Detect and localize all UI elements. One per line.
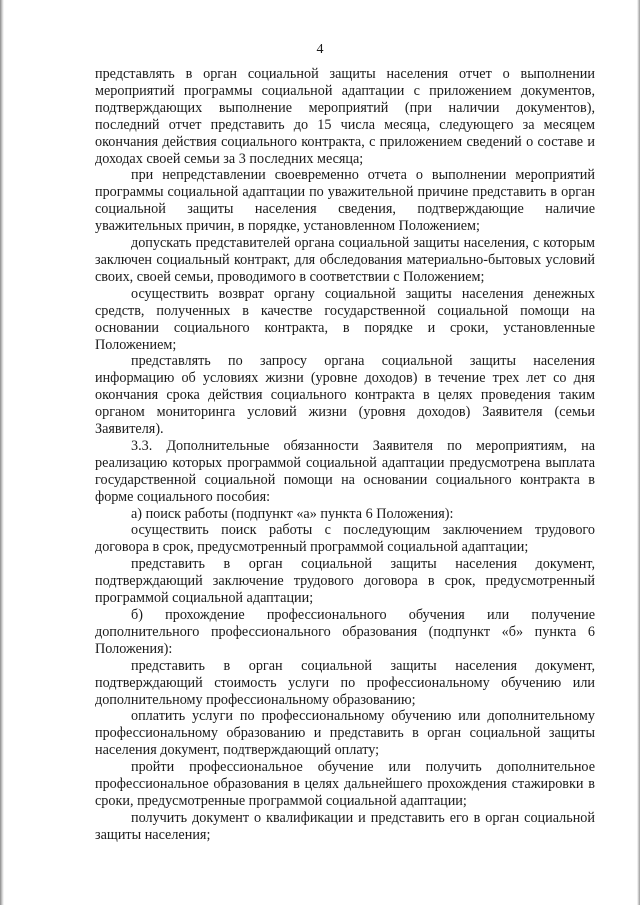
paragraph: оплатить услуги по профессиональному обучению или дополнительному профессиональному образованию и представить в орган социальной защиты населения документ, подтверждающий оплату; xyxy=(95,708,595,759)
paragraph: получить документ о квалификации и представить его в орган социальной защиты населения; xyxy=(95,809,595,843)
paragraph: представлять по запросу органа социальной защиты населения информацию об условиях жизни (уровне доходов) в течение трех лет со дня окончания срока действия социального контракта в целях проведения таким органом мониторинга условий жизни (уровня доходов) Заявителя (семьи Заявителя). xyxy=(95,353,595,438)
scan-border-left xyxy=(0,0,4,905)
paragraph: осуществить поиск работы с последующим заключением трудового договора в срок, предусмотренный программой социальной адаптации; xyxy=(95,522,595,556)
paragraph: допускать представителей органа социальной защиты населения, с которым заключен социальный контракт, для обследования материально-бытовых условий своих, своей семьи, проводимого в соответствии с Положением; xyxy=(95,235,595,285)
paragraph: представить в орган социальной защиты населения документ, подтверждающий заключение трудового договора в срок, предусмотренный программой социальной адаптации; xyxy=(95,556,595,607)
paragraph: осуществить возврат органу социальной защиты населения денежных средств, полученных в качестве государственной социальной помощи на основании социального контракта, в порядке и сроки, установленные Положением; xyxy=(95,285,595,353)
paragraph: при непредставлении своевременно отчета о выполнении мероприятий программы социальной адаптации по уважительной причине представить в орган социальной защиты населения сведения, подтверждающие наличие уважительных причин, в порядке, установленном Положением; xyxy=(95,167,595,235)
paragraph: представить в орган социальной защиты населения документ, подтверждающий стоимость услуги по профессиональному обучению или дополнительному профессиональному образованию; xyxy=(95,657,595,708)
page-number: 4 xyxy=(316,42,324,57)
document-body xyxy=(95,66,595,844)
paragraph: б) прохождение профессионального обучения или получение дополнительного профессионального образования (подпункт «б» пункта 6 Положения): xyxy=(95,607,595,657)
paragraph: пройти профессиональное обучение или получить дополнительное профессиональное образования в целях дальнейшего прохождения стажировки в сроки, предусмотренные программой социальной адаптации; xyxy=(95,759,595,809)
paragraph: а) поиск работы (подпункт «а» пункта 6 Положения): xyxy=(131,505,454,522)
paragraph: представлять в орган социальной защиты населения отчет о выполнении мероприятий программы социальной адаптации с приложением документов, подтверждающих выполнение мероприятий (при наличии документов), последний отчет представить до 15 числа месяца, следующего за месяцем окончания действия социального контракта, с приложением сведений о составе и доходах своей семьи за 3 последних месяца; xyxy=(95,66,595,167)
paragraph: 3.3. Дополнительные обязанности Заявителя по мероприятиям, на реализацию которых программой социальной адаптации предусмотрена выплата государственной социальной помощи на основании социального контракта в форме социального пособия: xyxy=(95,437,595,505)
